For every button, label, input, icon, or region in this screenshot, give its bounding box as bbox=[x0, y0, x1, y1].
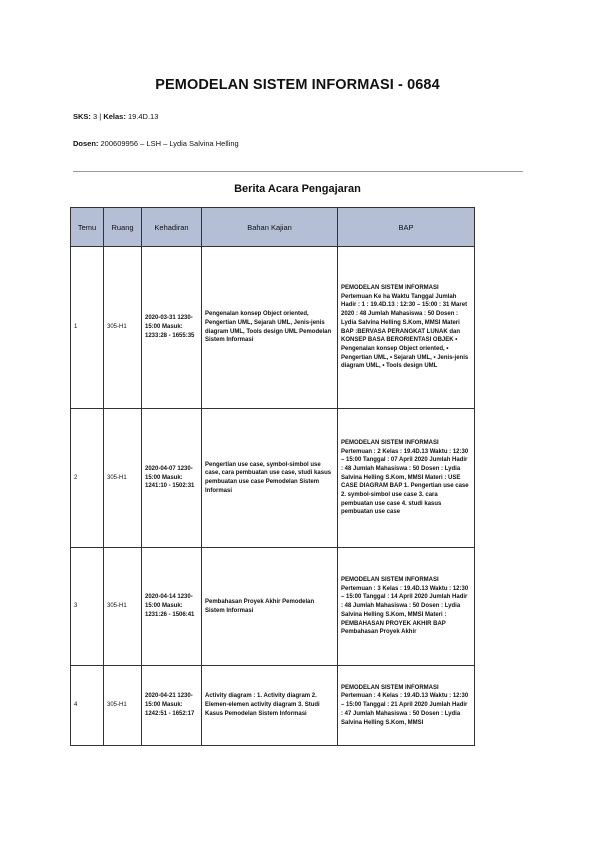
cell-bahan-kajian: Pembahasan Proyek Akhir Pemodelan Sistem Informasi bbox=[202, 548, 338, 666]
cell-kehadiran: 2020-04-14 1230-15:00 Masuk: 1231:26 - 1506:41 bbox=[142, 548, 202, 666]
header-ruang: Ruang bbox=[104, 208, 142, 247]
cell-ruang: 305-H1 bbox=[104, 548, 142, 666]
cell-bap: PEMODELAN SISTEM INFORMASI Pertemuan : 3 Kelas : 19.4D.13 Waktu : 12:30 – 15:00 Tanggal : 14 April 2020 Jumlah Hadir : 48 Jumlah Mahasiswa : 50 Dosen : Lydia Salvina Helling S.Kom, MMSI Materi : PEMBAHASAN PROYEK AKHIR BAP Pembahasan Proyek Akhir bbox=[338, 548, 475, 666]
cell-temu: 1 bbox=[71, 247, 104, 409]
cell-kehadiran: 2020-04-21 1230-15:00 Masuk: 1242:51 - 1652:17 bbox=[142, 666, 202, 746]
table-row bbox=[71, 409, 475, 548]
divider bbox=[73, 171, 523, 172]
table-row bbox=[71, 247, 475, 409]
cell-kehadiran: 2020-04-07 1230-15:00 Masuk: 1241:10 - 1502:31 bbox=[142, 409, 202, 548]
sks-value: 3 bbox=[93, 112, 98, 121]
kelas-label: Kelas: bbox=[103, 112, 126, 121]
sks-label: SKS: bbox=[73, 112, 91, 121]
section-title: Berita Acara Pengajaran bbox=[234, 183, 361, 195]
dosen-label: Dosen: bbox=[73, 139, 99, 148]
dosen-value: 200609956 – LSH – Lydia Salvina Helling bbox=[100, 139, 239, 148]
kelas-value: 19.4D.13 bbox=[127, 112, 159, 121]
cell-bap: PEMODELAN SISTEM INFORMASI Pertemuan Ke ha Waktu Tanggal Jumlah Hadir : 1 : 19.4D.13 : 12:30 – 15:00 : 31 Maret 2020 : 48 Jumlah Mahasiswa : 50 Dosen : Lydia Salvina Helling S.Kom, MMSI Materi BAP :BERVASA PERANGKAT LUNAK dan KONSEP BASA BERORIENTASI OBJEK • Pengenalan konsep Object oriented, • Pengertian UML, • Sejarah UML, • Jenis-jenis diagram UML, • Tools design UML bbox=[338, 247, 475, 409]
meta-separator: | bbox=[99, 112, 102, 121]
cell-bap: PEMODELAN SISTEM INFORMASI Pertemuan : 4 Kelas : 19.4D.13 Waktu : 12:30 – 15:00 Tanggal : 21 April 2020 Jumlah Hadir : 47 Jumlah Mahasiswa : 50 Dosen : Lydia Salvina Helling S.Kom, MMSI bbox=[338, 666, 475, 746]
teaching-record-table bbox=[70, 207, 475, 746]
table-row bbox=[71, 666, 475, 746]
cell-bahan-kajian: Pengenalan konsep Object oriented, Pengertian UML, Sejarah UML, Jenis-jenis diagram UML, Tools design UML Pemodelan Sistem Informasi bbox=[202, 247, 338, 409]
header-temu: Temu bbox=[71, 208, 104, 247]
lecturer-meta bbox=[73, 139, 239, 148]
course-meta bbox=[73, 112, 158, 121]
cell-bahan-kajian: Activity diagram : 1. Activity diagram 2. Elemen-elemen activity diagram 3. Studi Kasus Pemodelan Sistem Informasi bbox=[202, 666, 338, 746]
cell-ruang: 305-H1 bbox=[104, 409, 142, 548]
cell-kehadiran: 2020-03-31 1230-15:00 Masuk: 1233:28 - 1655:35 bbox=[142, 247, 202, 409]
cell-bap: PEMODELAN SISTEM INFORMASI Pertemuan : 2 Kelas : 19.4D.13 Waktu : 12:30 – 15:00 Tanggal : 07 April 2020 Jumlah Hadir : 48 Jumlah Mahasiswa : 50 Dosen : Lydia Salvina Helling S.Kom, MMSI Materi : USE CASE DIAGRAM BAP 1. Pengertian use case 2. symbol-simbol use case 3. cara pembuatan use case 4. studi kasus pembuatan use case bbox=[338, 409, 475, 548]
header-bap: BAP bbox=[338, 208, 475, 247]
table-row bbox=[71, 548, 475, 666]
cell-ruang: 305-H1 bbox=[104, 247, 142, 409]
cell-bahan-kajian: Pengertian use case, symbol-simbol use case, cara pembuatan use case, studi kasus pembuatan use case Pemodelan Sistem Informasi bbox=[202, 409, 338, 548]
cell-temu: 4 bbox=[71, 666, 104, 746]
table-header-row bbox=[71, 208, 475, 247]
cell-temu: 2 bbox=[71, 409, 104, 548]
header-kehadiran: Kehadiran bbox=[142, 208, 202, 247]
header-bahan-kajian: Bahan Kajian bbox=[202, 208, 338, 247]
cell-ruang: 305-H1 bbox=[104, 666, 142, 746]
cell-temu: 3 bbox=[71, 548, 104, 666]
page-title: PEMODELAN SISTEM INFORMASI - 0684 bbox=[155, 77, 440, 93]
